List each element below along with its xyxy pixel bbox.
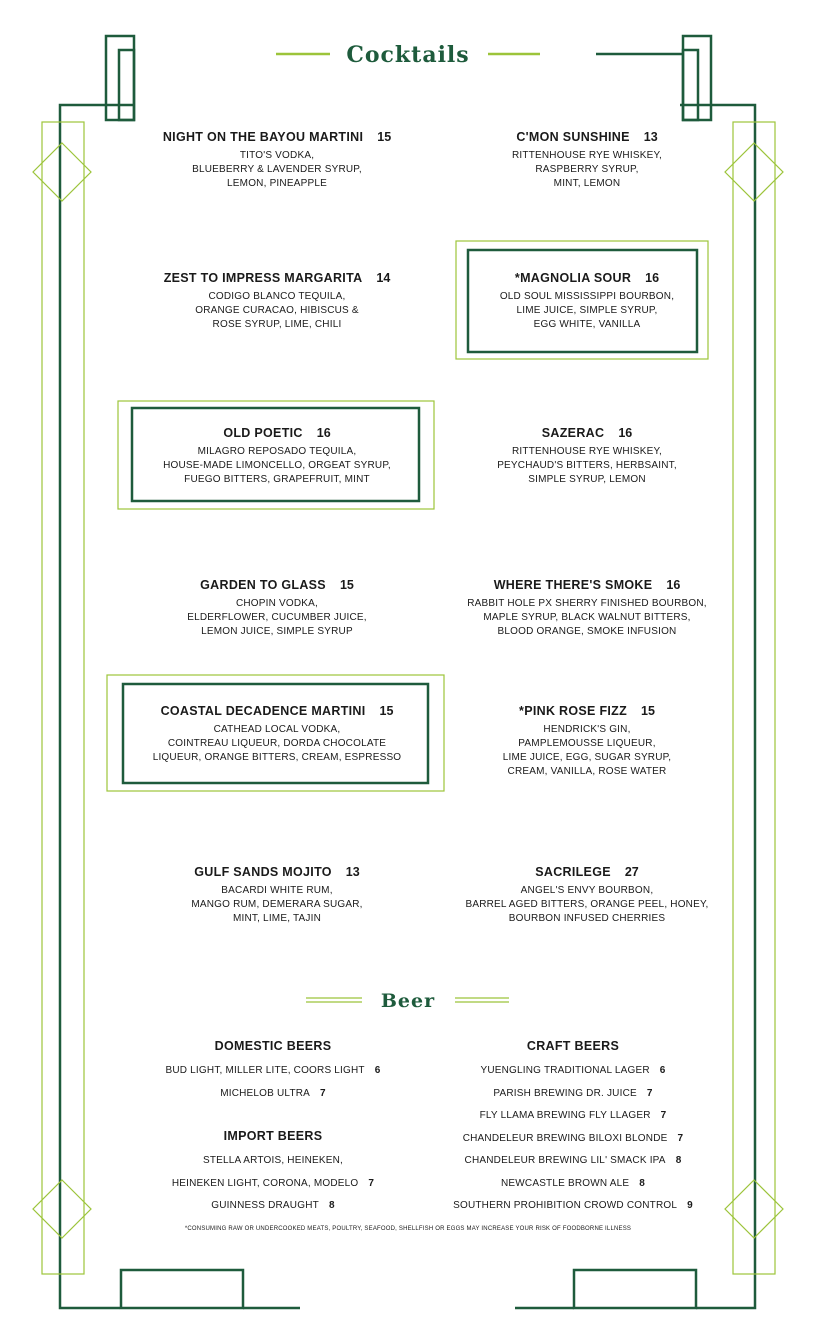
cocktail-item <box>437 576 737 639</box>
cocktails-title: Cocktails <box>346 42 470 68</box>
cocktail-description: RABBIT HOLE PX SHERRY FINISHED BOURBON, MAPLE SYRUP, BLACK WALNUT BITTERS, BLOOD ORANGE, SMOKE INFUSION <box>467 598 707 637</box>
cocktail-item <box>437 424 737 487</box>
cocktail-name: GULF SANDS MOJITO <box>194 865 332 879</box>
cocktail-price: 13 <box>643 130 658 144</box>
cocktail-name: COASTAL DECADENCE MARTINI <box>160 704 366 718</box>
cocktail-item <box>127 128 427 191</box>
beer-item: FLY LLAMA BREWING FLY LLAGER 7 <box>479 1110 667 1121</box>
cocktail-price: 13 <box>345 865 360 879</box>
cocktail-price: 27 <box>624 865 639 879</box>
cocktail-description: CHOPIN VODKA, ELDERFLOWER, CUCUMBER JUICE, LEMON JUICE, SIMPLE SYRUP <box>187 598 367 637</box>
cocktail-name: ZEST TO IMPRESS MARGARITA <box>163 271 363 285</box>
cocktail-price: 14 <box>376 271 391 285</box>
cocktail-description: RITTENHOUSE RYE WHISKEY, PEYCHAUD'S BITTERS, HERBSAINT, SIMPLE SYRUP, LEMON <box>497 446 677 485</box>
cocktail-name: GARDEN TO GLASS <box>200 578 326 592</box>
cocktail-item <box>127 863 427 926</box>
beer-item: BUD LIGHT, MILLER LITE, COORS LIGHT 6 <box>165 1065 381 1076</box>
beer-item: YUENGLING TRADITIONAL LAGER 6 <box>480 1065 666 1076</box>
cocktail-name: C'MON SUNSHINE <box>516 130 630 144</box>
cocktail-price: 15 <box>377 130 392 144</box>
cocktail-price: 16 <box>645 271 660 285</box>
cocktail-price: 15 <box>379 704 394 718</box>
cocktail-description: BACARDI WHITE RUM, MANGO RUM, DEMERARA SUGAR, MINT, LIME, TAJIN <box>191 885 363 924</box>
beer-item: CHANDELEUR BREWING BILOXI BLONDE 7 <box>462 1132 684 1144</box>
cocktail-item-featured <box>437 269 737 332</box>
cocktail-name: SACRILEGE <box>535 865 611 879</box>
beer-item: PARISH BREWING DR. JUICE 7 <box>493 1087 653 1099</box>
cocktail-description: TITO'S VODKA, BLUEBERRY & LAVENDER SYRUP, LEMON, PINEAPPLE <box>192 150 362 189</box>
cocktail-name: SAZERAC <box>541 426 605 440</box>
allergy-footnote: *CONSUMING RAW OR UNDERCOOKED MEATS, POULTRY, SEAFOOD, SHELLFISH OR EGGS MAY INCREASE YOUR RISK OF FOODBORNE ILLNESS <box>184 1226 632 1232</box>
cocktail-item <box>437 702 737 779</box>
beer-item: GUINNESS DRAUGHT 8 <box>211 1200 335 1211</box>
beer-item: HEINEKEN LIGHT, CORONA, MODELO 7 <box>171 1177 375 1189</box>
cocktail-name: OLD POETIC <box>223 426 303 440</box>
cocktail-price: 16 <box>666 578 681 592</box>
cocktail-item <box>127 576 427 639</box>
cocktail-description: OLD SOUL MISSISSIPPI BOURBON, LIME JUICE, SIMPLE SYRUP, EGG WHITE, VANILLA <box>499 291 675 330</box>
cocktail-name: *MAGNOLIA SOUR <box>514 271 632 285</box>
domestic-beers-section <box>123 1039 423 1105</box>
beer-item: MICHELOB ULTRA 7 <box>220 1087 326 1099</box>
cocktail-item-featured <box>127 424 427 487</box>
beer-item: SOUTHERN PROHIBITION CROWD CONTROL 9 <box>453 1200 693 1211</box>
beer-item: NEWCASTLE BROWN ALE 8 <box>500 1177 646 1189</box>
beer-title: Beer <box>380 990 436 1012</box>
cocktail-description: ANGEL'S ENVY BOURBON, BARREL AGED BITTERS, ORANGE PEEL, HONEY, BOURBON INFUSED CHERRIES <box>465 885 709 924</box>
cocktail-price: 16 <box>316 426 331 440</box>
cocktail-description: HENDRICK'S GIN, PAMPLEMOUSSE LIQUEUR, LIME JUICE, EGG, SUGAR SYRUP, CREAM, VANILLA, ROSE WATER <box>502 724 672 777</box>
cocktail-item-featured <box>127 702 427 765</box>
cocktail-item <box>437 128 737 191</box>
cocktail-name: NIGHT ON THE BAYOU MARTINI <box>162 130 364 144</box>
cocktail-description: CODIGO BLANCO TEQUILA, ORANGE CURACAO, HIBISCUS & ROSE SYRUP, LIME, CHILI <box>195 291 359 330</box>
cocktail-name: *PINK ROSE FIZZ <box>519 704 628 718</box>
import-beers-section <box>123 1129 423 1218</box>
cocktail-description: MILAGRO REPOSADO TEQUILA, HOUSE-MADE LIMONCELLO, ORGEAT SYRUP, FUEGO BITTERS, GRAPEFRUIT, MINT <box>163 446 391 485</box>
craft-beers-section <box>423 1039 723 1218</box>
cocktail-price: 16 <box>618 426 633 440</box>
beer-item: STELLA ARTOIS, HEINEKEN, <box>202 1155 344 1166</box>
cocktail-name: WHERE THERE'S SMOKE <box>493 578 653 592</box>
cocktail-price: 15 <box>339 578 354 592</box>
cocktail-description: CATHEAD LOCAL VODKA, COINTREAU LIQUEUR, DORDA CHOCOLATE LIQUEUR, ORANGE BITTERS, CREAM, ESPRESSO <box>152 724 402 763</box>
craft-beers-heading: CRAFT BEERS <box>526 1039 620 1053</box>
cocktail-description: RITTENHOUSE RYE WHISKEY, RASPBERRY SYRUP, MINT, LEMON <box>511 150 662 189</box>
beer-item: CHANDELEUR BREWING LIL' SMACK IPA 8 <box>464 1155 682 1166</box>
cocktail-item <box>437 863 737 926</box>
cocktail-item <box>127 269 427 332</box>
domestic-beers-heading: DOMESTIC BEERS <box>214 1039 332 1053</box>
cocktail-price: 15 <box>641 704 655 718</box>
import-beers-heading: IMPORT BEERS <box>223 1129 323 1143</box>
